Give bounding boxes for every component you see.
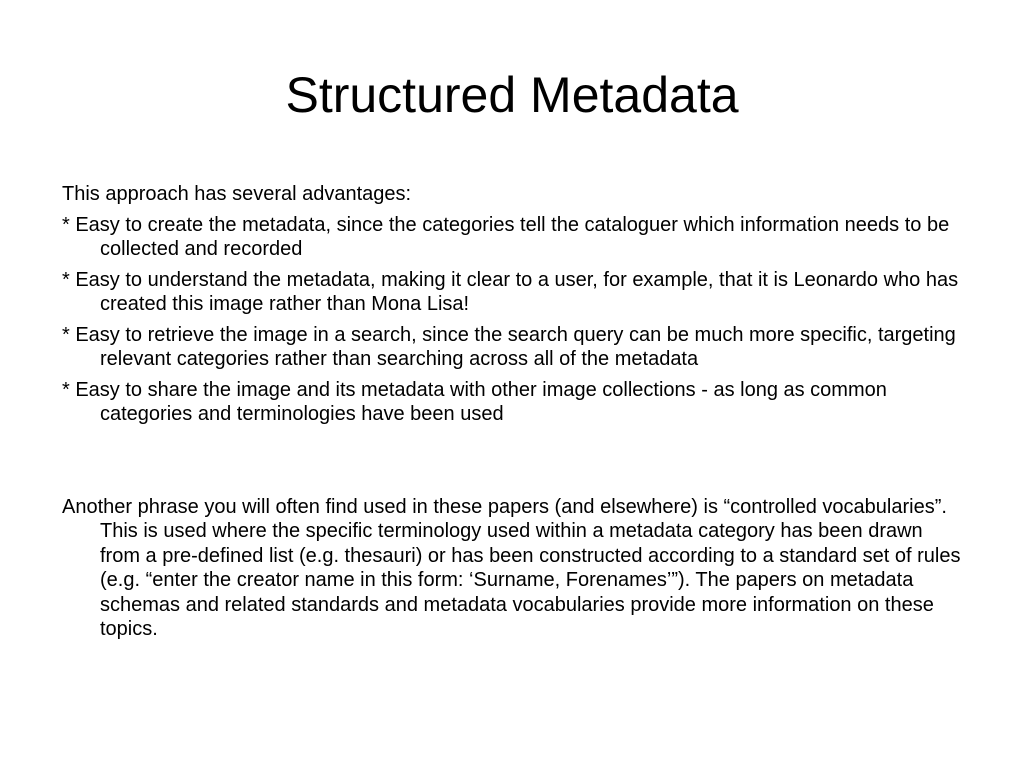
slide-body [62,182,967,648]
closing-paragraph: Another phrase you will often find used in these papers (and elsewhere) is “controlled vocabularies”. This is used where the specific terminology used within a metadata category has been drawn from a pre-defined list (e.g. thesauri) or has been constructed according to a standard set of rules (e.g. “enter the creator name in this form: ‘Surname, Forenames’”). The papers on metadata schemas and related standards and metadata vocabularies provide more information on these topics. [62,495,961,640]
advantage-point: * Easy to share the image and its metadata with other image collections - as long as common categories and terminologies have been used [62,378,887,425]
paragraph-spacer [62,433,967,495]
advantage-point: * Easy to understand the metadata, making it clear to a user, for example, that it is Leonardo who has created this image rather than Mona Lisa! [62,268,959,315]
advantage-point: * Easy to create the metadata, since the categories tell the cataloguer which information needs to be collected and recorded [62,213,950,260]
advantage-point: * Easy to retrieve the image in a search, since the search query can be much more specific, targeting relevant categories rather than searching across all of the metadata [62,323,956,370]
slide-title: Structured Metadata [285,67,739,123]
intro-text: This approach has several advantages: [62,183,412,205]
